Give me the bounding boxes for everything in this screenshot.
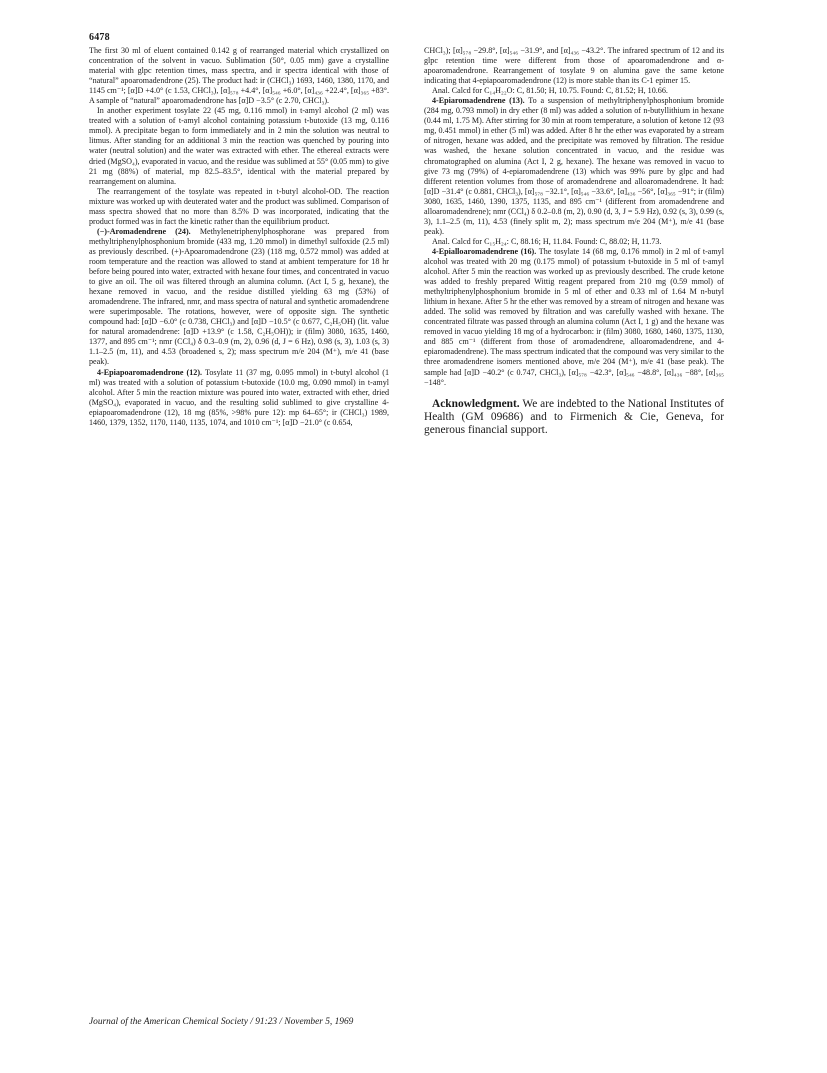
body-paragraph bbox=[89, 368, 389, 428]
body-paragraph bbox=[424, 96, 724, 237]
section-heading: 4-Epiapoaromadendrone (12). bbox=[97, 367, 203, 377]
paragraph-text: Tosylate 11 (37 mg, 0.095 mmol) in t-butyl alcohol (1 ml) was treated with a solution of potassium t-butoxide (10.0 mg, 0.090 mmol) in t-amyl alcohol. After 5 min the reaction mixture was poured into water, extracted with ether, dried (MgSO₄), evaporated in vacuo, and the resulting solid sublimed to give crystalline 4-epiapoaromadendrone (12), 18 mg (85%, >98% pure 12): mp 64–65°; ir (CHCl₃) 1989, 1460, 1379, 1352, 1170, 1140, 1135, 1074, and 1010 cm⁻¹; [α]D −21.0° (c 0.654, bbox=[89, 367, 390, 427]
acknowledgment-text: We are indebted to the National Institutes of Health (GM 09686) and to Firmenich & Cie, Geneva, for generous financial support. bbox=[424, 397, 724, 437]
body-paragraph bbox=[424, 46, 724, 86]
paragraph-text: Anal. Calcd for C₁₅H₂₄: C, 88.16; H, 11.84. Found: C, 88.02; H, 11.73. bbox=[432, 236, 662, 246]
body-paragraph bbox=[424, 237, 724, 247]
right-column bbox=[424, 46, 724, 438]
acknowledgment-paragraph bbox=[424, 398, 724, 438]
paragraph-text: The tosylate 14 (68 mg, 0.176 mmol) in 2 ml of t-amyl alcohol was treated with 20 mg (0.175 mmol) of potassium t-butoxide in 5 ml of t-amyl alcohol. After 5 min the reaction was worked up as previously described. The crude ketone was added to freshly prepared Wittig reagent prepared from 210 mg (0.59 mmol) of methyltriphenylphosphonium bromide in 5 ml of ether and 0.33 ml of 1.64 M n-butyl lithium in hexane. After 5 hr the ether was removed by a stream of nitrogen and hexane was added. The solid was removed by filtration and was carefully washed with hexane. The concentrated filtrate was passed through an alumina column (Act I, 1 g) and the hexane was removed in vacuo yielding 18 mg of a hydrocarbon: ir (film) 3080, 1680, 1460, 1375, 1130, and 885 cm⁻¹ (different from those of aromadendrene, alloaromadendrene, and 4-epiaromadendrene). The mass spectrum indicated that the compound was very similar to the three aromadendrene isomers mentioned above, m/e 204 (M⁺), m/e 41 (base peak). The sample had [α]D −40.2° (c 0.747, CHCl₃), [α]₅₇₈ −42.3°, [α]₅₄₆ −48.8°, [α]₄₃₆ −88°, [α]₃₆₅ −148°. bbox=[424, 246, 724, 387]
section-heading: 4-Epialloaromadendrene (16). bbox=[432, 246, 537, 256]
paragraph-text: To a suspension of methyltriphenylphosphonium bromide (284 mg, 0.793 mmol) in dry ether (8 ml) was added a solution of n-butyllithium in hexane (0.44 ml, 1.75 M). After stirring for 30 min at room temperature, a solution of ketone 12 (93 mg, 0.451 mmol) in ether (5 ml) was added. After 8 hr the ether was evaporated by a stream of nitrogen, hexane was added, and the precipitate was removed by filtration. The residue was washed, the hexane solution concentrated in vacuo, and the residue was chromatographed on alumina (Act I, 2 g, hexane). The hexane was removed in vacuo to give 73 mg (79%) of 4-epiaromadendrene (13) which was 99% pure by glpc and had different retention volumes from those of aromadendrene and alloaromadendrene. It had: [α]D −31.4° (c 0.881, CHCl₃), [α]₅₇₈ −32.1°, [α]₅₄₆ −33.6°, [α]₄₃₆ −56°, [α]₃₆₅ −91°; ir (film) 3080, 1635, 1460, 1390, 1375, 1135, and 895 cm⁻¹ (different from aromadendrene and alloaromadendrene); nmr (CCl₄) δ 0.2–0.8 (m, 2), 0.90 (d, 3, J = 5.9 Hz), 0.92 (s, 3), 0.99 (s, 3), 1.1–2.5 (m, 11), 4.53 (finely split m, 2); mass spectrum m/e 204 (M⁺), m/e 41 (base peak). bbox=[424, 96, 724, 236]
paragraph-text: In another experiment tosylate 22 (45 mg, 0.116 mmol) in t-amyl alcohol (2 ml) was treated with a solution of t-amyl alcohol containing potassium t-butoxide (13 mg, 0.116 mmol). A precipitate began to form immediately and in 2 min the solution was neutral to litmus. After standing for an additional 3 min the reaction was quenched by pouring into water (neutral solution) and the water was extracted with ether. The ethereal extracts were dried (MgSO₄), evaporated in vacuo, and the residue was sublimed at 55° (0.05 mm) to give 21 mg (88%) of material, mp 82.5–83.5°, identical with the material prepared by rearrangement on alumina. bbox=[89, 106, 389, 186]
paragraph-text: The rearrangement of the tosylate was repeated in t-butyl alcohol-OD. The reaction mixture was worked up with deuterated water and the product was sublimed. Comparison of mass spectra showed that no more than 8.5% D was incorporated, indicating that the product formed was in fact the kinetic rather than the equilibrium product. bbox=[89, 186, 389, 226]
body-paragraph bbox=[89, 106, 389, 186]
body-paragraph bbox=[89, 227, 389, 368]
paragraph-text: CHCl₃); [α]₅₇₈ −29.8°, [α]₅₄₆ −31.9°, and [α]₄₃₆ −43.2°. The infrared spectrum of 12 and its glpc retention time were different from those of apoaromadendrone and α-apoaromadendrone. Rearrangement of tosylate 9 on alumina gave the same ketone indicating that 4-epiapoaromadendrone (12) is more stable than its C-1 epimer 15. bbox=[424, 46, 724, 86]
body-paragraph bbox=[89, 46, 389, 106]
section-heading: (−)-Aromadendrene (24). bbox=[97, 226, 191, 236]
body-paragraph bbox=[89, 187, 389, 227]
page-number: 6478 bbox=[89, 32, 110, 43]
section-heading: 4-Epiaromadendrene (13). bbox=[432, 96, 525, 106]
paragraph-text: Anal. Calcd for C₁₄H₂₂O: C, 81.50; H, 10.75. Found: C, 81.52; H, 10.66. bbox=[432, 86, 668, 96]
acknowledgment-heading: Acknowledgment. bbox=[432, 397, 520, 410]
left-column bbox=[89, 46, 389, 428]
journal-footer: Journal of the American Chemical Society / 91:23 / November 5, 1969 bbox=[89, 1017, 354, 1027]
body-paragraph bbox=[424, 86, 724, 96]
paragraph-text: Methylenetriphenylphosphorane was prepared from methyltriphenylphosphonium bromide (433 mg, 1.20 mmol) in dimethyl sulfoxide (2.5 ml) as previously described. (+)-Apoaromadendrone (23) (118 mg, 0.572 mmol) was added at room temperature and the reaction was allowed to stand at ambient temperature for 18 hr before being poured into water, extracted with hexane four times, and concentrated in vacuo to give an oil. The oil was filtered through an alumina column. (Act I, 5 g, hexane), the hexane removed in vacuo, and the residue distilled yielding 63 mg (53%) of aromadendrene. The infrared, nmr, and mass spectra of natural and synthetic aromadendrene were superimposable. The rotations, however, were of opposite sign. The synthetic compound had: [α]D −6.0° (c 0.738, CHCl₃) and [α]D −10.5° (c 0.677, C₂H₅OH) (lit. value for natural aromadendrene: [α]D +13.9° (c 1.58, C₂H₅OH)); ir (film) 3080, 1635, 1460, 1377, and 895 cm⁻¹; nmr (CCl₄) δ 0.3–0.9 (m, 2), 0.96 (d, J = 6 Hz), 0.98 (s, 3), 1.03 (s, 3) 1.1–2.5 (m, 11), and 4.53 (broadened s, 2); mass spectrum m/e 204 (M⁺), m/e 41 (base peak). bbox=[89, 226, 389, 367]
paragraph-text: The first 30 ml of eluent contained 0.142 g of rearranged material which crystallized on concentration of the solvent in vacuo. Sublimation (50°, 0.05 mm) gave a crystalline material with glpc retention times, mass spectra, and ir spectra identical with those of “natural” apoaromadendrone (25). The product had: ir (CHCl₃) 1693, 1460, 1380, 1170, and 1145 cm⁻¹; [α]D +4.0° (c 1.53, CHCl₃), [α]₅₇₈ +4.4°, [α]₅₄₆ +6.0°, [α]₄₃₆ +22.4°, [α]₃₆₅ +83°. A sample of “natural” apoaromadendrone has [α]D −3.5° (c 2.70, CHCl₃). bbox=[89, 46, 389, 106]
body-paragraph bbox=[424, 247, 724, 388]
